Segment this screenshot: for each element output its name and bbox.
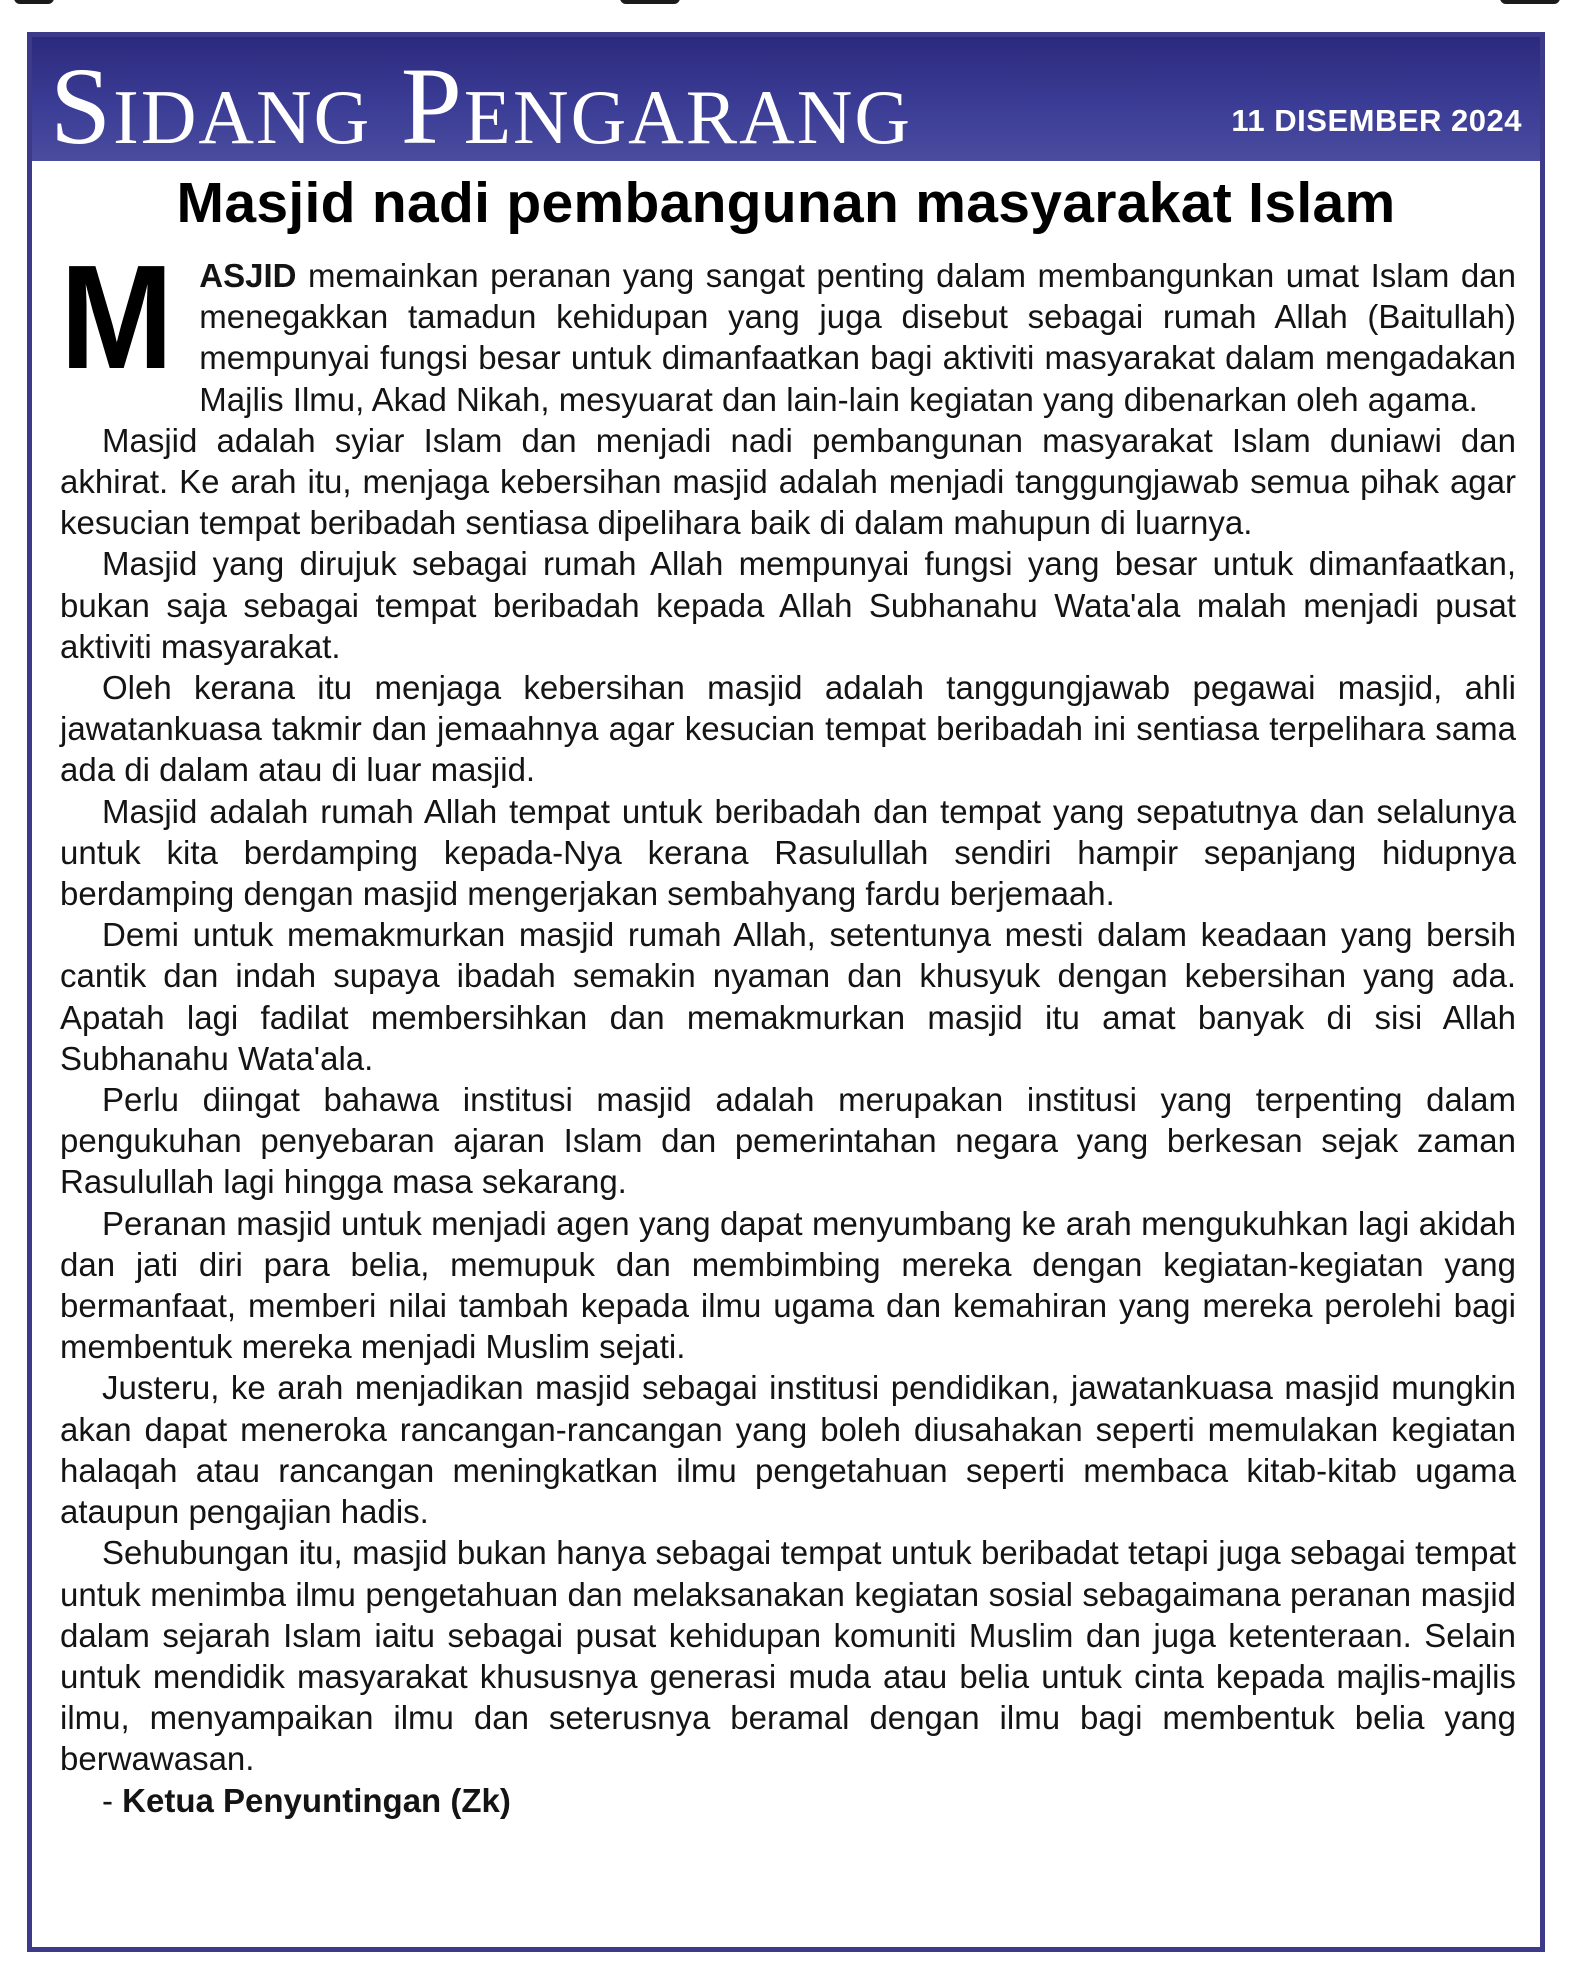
byline-name: Ketua Penyuntingan (Zk) [122, 1781, 511, 1819]
article-paragraph: Justeru, ke arah menjadikan masjid sebagai institusi pendidikan, jawatankuasa masjid mungkin akan dapat meneroka rancangan-rancangan yang boleh diusahakan seperti memulakan kegiatan halaqah atau rancangan meningkatkan ilmu pengetahuan seperti membaca kitab-kitab ugama ataupun pengajian hadis. [60, 1369, 1516, 1531]
article-title: Masjid nadi pembangunan masyarakat Islam [176, 171, 1396, 235]
article-paragraph: Oleh kerana itu menjaga kebersihan masjid adalah tanggungjawab pegawai masjid, ahli jawatankuasa takmir dan jemaahnya agar kesucian tempat beribadah ini sentiasa terpelihara sama ada di dalam atau di luar masjid. [60, 669, 1516, 789]
section-banner [32, 37, 1540, 161]
editorial-frame [27, 32, 1545, 1952]
article-paragraph: Perlu diingat bahawa institusi masjid adalah merupakan institusi yang terpenting dalam pengukuhan penyebaran ajaran Islam dan pemerintahan negara yang berkesan sejak zaman Rasulullah lagi hingga masa sekarang. [60, 1081, 1516, 1201]
lead-word: ASJID [199, 257, 297, 294]
article-paragraph: Sehubungan itu, masjid bukan hanya sebagai tempat untuk beribadat tetapi juga sebagai tempat untuk menimba ilmu pengetahuan dan melaksanakan kegiatan sosial sebagaimana peranan masjid dalam sejarah Islam iaitu sebagai pusat kehidupan komuniti Muslim dan juga ketenteraan. Selain untuk mendidik masyarakat khususnya generasi muda atau belia untuk cinta kepada majlis-majlis ilmu, menyampaikan ilmu dan seterusnya beramal dengan ilmu bagi membentuk belia yang berwawasan. [60, 1534, 1516, 1778]
article-paragraph: Peranan masjid untuk menjadi agen yang dapat menyumbang ke arah mengukuhkan lagi akidah dan jati diri para belia, memupuk dan membimbing mereka dengan kegiatan-kegiatan yang bermanfaat, memberi nilai tambah kepada ilmu ugama dan kemahiran yang mereka perolehi bagi membentuk mereka menjadi Muslim sejati. [60, 1204, 1516, 1366]
publication-date: 11 DISEMBER 2024 [1231, 103, 1522, 138]
byline-dash: - [102, 1781, 123, 1819]
article-paragraph: Demi untuk memakmurkan masjid rumah Allah, setentunya mesti dalam keadaan yang bersih cantik dan indah supaya ibadah semakin nyaman dan khusyuk dengan kebersihan yang ada. Apatah lagi fadilat membersihkan dan memakmurkan masjid itu amat banyak di sisi Allah Subhanahu Wata'ala. [60, 916, 1516, 1077]
paragraph-1-text: memainkan peranan yang sangat penting dalam membangunkan umat Islam dan menegakkan tamadun kehidupan yang juga disebut sebagai rumah Allah (Baitullah) mempunyai fungsi besar untuk dimanfaatkan bagi aktiviti masyarakat dalam mengadakan Majlis Ilmu, Akad Nikah, mesyuarat dan lain-lain kegiatan yang dibenarkan oleh agama. [199, 257, 1516, 418]
section-title: Sidang Pengarang [50, 45, 912, 161]
drop-cap: M [60, 235, 174, 400]
article-paragraph-1 [60, 235, 1516, 420]
cropped-page-header-strip [0, 0, 1576, 14]
article-paragraph: Masjid adalah syiar Islam dan menjadi nadi pembangunan masyarakat Islam duniawi dan akhirat. Ke arah itu, menjaga kebersihan masjid adalah menjadi tanggungjawab semua pihak agar kesucian tempat beribadah sentiasa dipelihara baik di dalam mahupun di luarnya. [60, 421, 1516, 542]
article-paragraph: Masjid yang dirujuk sebagai rumah Allah mempunyai fungsi yang besar untuk dimanfaatkan, bukan saja sebagai tempat beribadah kepada Allah Subhanahu Wata'ala malah menjadi pusat aktiviti masyarakat. [60, 545, 1516, 665]
article-paragraph: Masjid adalah rumah Allah tempat untuk beribadah dan tempat yang sepatutnya dan selalunya untuk kita berdamping kepada-Nya kerana Rasulullah sendiri hampir sepanjang hidupnya berdamping dengan masjid mengerjakan sembahyang fardu berjemaah. [60, 792, 1516, 913]
article-body [60, 235, 1516, 1821]
byline [60, 1780, 1516, 1821]
